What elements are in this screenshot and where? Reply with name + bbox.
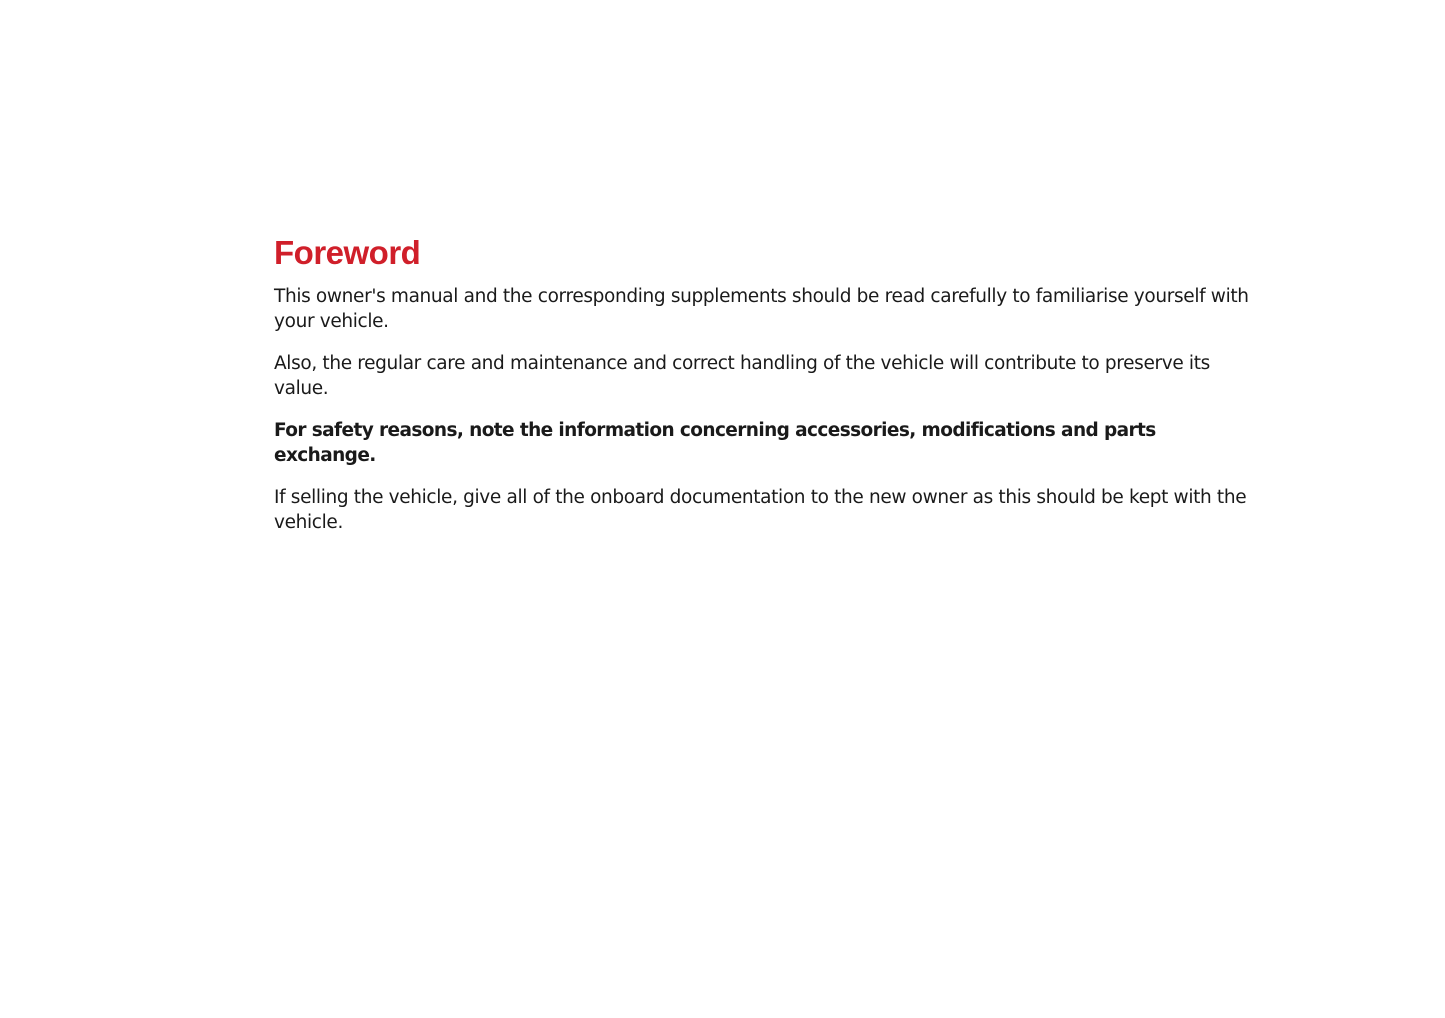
page-title: Foreword [274, 234, 421, 271]
intro-paragraph: This owner's manual and the corresponding supplements should be read carefully to familiarise yourself with your vehicle. [274, 286, 1249, 332]
foreword-section [274, 233, 1249, 552]
care-paragraph: Also, the regular care and maintenance and correct handling of the vehicle will contribute to preserve its value. [274, 353, 1210, 399]
selling-paragraph: If selling the vehicle, give all of the onboard documentation to the new owner as this should be kept with the vehicle. [274, 487, 1247, 533]
safety-note-paragraph: For safety reasons, note the information concerning accessories, modifications and parts exchange. [274, 420, 1156, 466]
